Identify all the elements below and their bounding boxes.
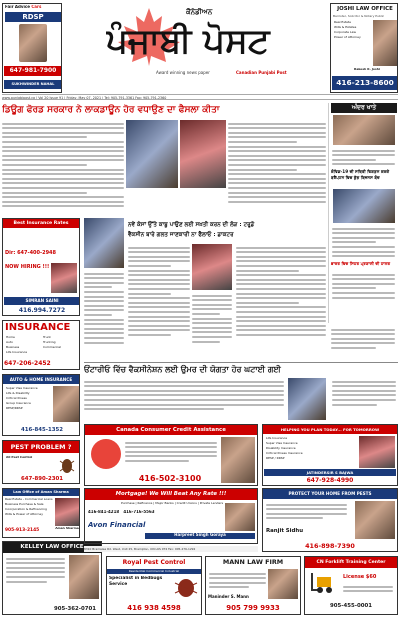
ad-auto-home[interactable] xyxy=(2,374,80,436)
ad-plan-photo xyxy=(359,436,395,468)
ad-insurance-rates-hiring: NOW HIRING !!! xyxy=(5,264,50,270)
center-text-col-3 xyxy=(192,292,232,360)
sidebar-story2-headline[interactable]: ਭਾਰਤ ਵਿਚ ਸਿਹਤ ਪ੍ਰਣਾਲੀ ਦੀ ਹਾਲਤ xyxy=(331,261,391,266)
ad-auto-home-item-3: Group Insurance xyxy=(6,402,31,405)
ad-royal-title: Royal Pest Control xyxy=(122,559,186,566)
masthead-subtitle: Canadian Punjabi Post xyxy=(236,70,287,75)
right-ad-phone[interactable]: 416-213-8600 xyxy=(332,76,398,90)
ad-forklift-title: CN Forklift Training Center xyxy=(305,557,397,568)
ad-law-aman-item-3: Wills & Power of Attorney xyxy=(5,513,43,516)
ad-plan[interactable] xyxy=(262,424,398,486)
sidebar-photo-2 xyxy=(333,189,395,223)
ad-insurance-rates-agent-phone[interactable]: 416.994.7272 xyxy=(18,307,66,314)
ad-insurance-item2-2: Commercial xyxy=(43,346,61,349)
ad-plan-title: HELPING YOU PLAN TODAY... FOR TOMORROW xyxy=(263,425,397,434)
right-ad-line-0: Barrister, Solicitor & Notary Public xyxy=(333,15,385,18)
ad-law-aman-item-1: Business Purchase & Sale xyxy=(5,503,44,506)
ad-mortgage-photo xyxy=(225,503,255,531)
ad-mortgage-phone[interactable]: 416-841-4218 416-716-5563 xyxy=(88,510,155,514)
ad-insurance-rates-photo xyxy=(51,263,77,293)
bedbug-icon xyxy=(173,575,199,599)
ad-consumer-credit-phone[interactable]: 416-502-3100 xyxy=(138,474,202,483)
ad-royal-sub: Residential Commercial Industrial xyxy=(107,569,201,574)
ad-auto-home-item-2: Critical Illness xyxy=(6,397,27,400)
masthead-tagline: ਕੈਨੇਡੀਅਨ xyxy=(186,8,213,16)
ad-protect-name: Ranjit Sidhu xyxy=(266,528,304,534)
ad-auto-home-item-1: Life & Disability xyxy=(6,392,30,395)
ad-consumer-credit[interactable] xyxy=(84,424,258,486)
ad-royal-pest[interactable] xyxy=(106,556,202,615)
right-ad-photo xyxy=(373,20,397,66)
center-text-col-4 xyxy=(236,244,326,360)
ad-auto-home-item-0: Super Visa Insurance xyxy=(6,387,38,390)
ad-royal-phone[interactable]: 416 938 4598 xyxy=(127,604,181,612)
ad-pest-title: PEST PROBLEM ? xyxy=(3,441,79,453)
center-mid-headline[interactable] xyxy=(128,220,326,242)
ad-insurance-block-phone[interactable]: 647-206-2452 xyxy=(4,360,51,367)
ad-law-aman-item-0: Real Estate - Commercial Loans xyxy=(5,498,53,501)
sidebar-news xyxy=(328,103,398,323)
center-text-under-banner xyxy=(84,378,284,422)
main-article-photo-2 xyxy=(180,120,226,188)
masthead-award-line: Award winning news paper xyxy=(156,70,210,75)
ad-auto-home-photo xyxy=(53,386,79,422)
forklift-icon xyxy=(309,571,339,595)
ad-insurance-rates-title: Best Insurance Rates xyxy=(3,219,79,228)
sidebar-photo-1 xyxy=(333,115,395,145)
masthead-title-block xyxy=(66,2,322,94)
ad-insurance-item2-0: Truck xyxy=(43,336,51,339)
ad-forklift[interactable] xyxy=(304,556,398,615)
center-text-col-1 xyxy=(84,270,124,360)
ad-insurance-block[interactable] xyxy=(2,320,80,370)
center-photo-left xyxy=(84,218,124,268)
ad-insurance-block-title: INSURANCE xyxy=(5,322,71,333)
ad-plan-phone[interactable]: 647-928-4990 xyxy=(306,477,354,484)
ad-law-aman-phone[interactable]: 905-913-2145 xyxy=(5,528,40,533)
right-ad-title: JOSHI LAW OFFICE xyxy=(337,6,393,12)
bug-icon xyxy=(57,455,77,475)
ad-plan-item-4: RESP / RRSP xyxy=(266,457,285,460)
center-mid-headline-line-2: ਵੈਕਸੀਨ ਬਾਰੇ ਗਲਤ ਜਾਣਕਾਰੀ ਨਾ ਫੈਲਾਓ : ਡਾਕਟਰ xyxy=(128,232,234,238)
ad-plan-name: JATINDERSIR S BAJWA xyxy=(264,469,396,476)
ad-protect[interactable] xyxy=(262,488,398,552)
center-photo-mid xyxy=(192,244,232,290)
center-photo-under-banner xyxy=(288,378,326,420)
main-article-text xyxy=(2,120,124,215)
center-text-col-2 xyxy=(128,244,190,360)
ad-kelley-phone[interactable]: 905-362-0701 xyxy=(54,606,96,612)
ad-auto-home-item-4: RESP/RRSP xyxy=(6,407,23,410)
ad-auto-home-phone[interactable]: 416-845-1352 xyxy=(21,427,63,433)
right-text-under-banner xyxy=(330,378,398,422)
ad-pest-phone[interactable]: 647-890-2301 xyxy=(21,476,63,482)
ad-mortgage[interactable] xyxy=(84,488,258,544)
masthead-info-strip: www.punjabipost.ca | Vol 20 Issue 91 | Friday, May 07, 2021 | Tel: 905-791-3361 Fax: 905-791-2360 xyxy=(2,94,398,100)
ad-mortgage-lines: Purchase | Refinance | Major Banks | Credit Unions | Private Lenders xyxy=(120,502,224,505)
masthead-right-ad[interactable] xyxy=(330,3,398,93)
ad-consumer-credit-photo xyxy=(221,437,255,483)
ad-mann-name: Maninder S. Mann xyxy=(208,594,249,599)
ad-mortgage-title: Mortgage! We Will Beat Any Rate !!! xyxy=(85,489,257,500)
ad-insurance-rates[interactable] xyxy=(2,218,80,316)
left-ad-brand: Fair Advice Cars xyxy=(5,5,42,9)
right-ad-person: Rakesh K. Joshi xyxy=(354,68,380,71)
ad-mann-law[interactable] xyxy=(205,556,301,615)
sidebar-header: ਅੰਦਰ ਖਾਤੇ xyxy=(331,103,397,113)
center-banner-headline[interactable]: ਓਂਟਾਰੀਓ ਵਿੱਚ ਵੈਕਸੀਨੇਸ਼ਨ ਲਈ ਉਮਰ ਦੀ ਯੋਗਤਾ ਹੋਰ ਘਟਾਈ ਗਈ xyxy=(84,362,398,376)
ad-law-aman-item-2: Incorporation & Refinancing xyxy=(5,508,47,511)
ad-insurance-item-1: Auto xyxy=(6,341,13,344)
right-ad-line-3: Corporate Law xyxy=(334,31,356,34)
ad-consumer-credit-title: Canada Consumer Credit Assistance xyxy=(85,425,257,435)
sidebar-story-headline[interactable]: ਕੋਵਿਡ-19 ਦੀ ਸਥਿਤੀ ਵਿਗੜਨ ਕਰਕੇ ਬਰੈਂਪਟਨ ਵਿਚ ਕੁੱਝ ਬਿਜ਼ਨਸ ਬੰਦ xyxy=(331,169,390,180)
ad-forklift-license: License $60 xyxy=(343,574,377,580)
ad-insurance-item-3: Life Insurance xyxy=(6,351,28,354)
ad-kelley-law[interactable] xyxy=(2,541,102,615)
ad-mortgage-name: Harpreet Singh Goraya xyxy=(145,533,255,539)
main-headline[interactable]: ਡਿਊਗ ਫੋਰਡ ਸਰਕਾਰ ਨੇ ਲਾਕਡਾਊਨ ਹੋਰ ਵਧਾਉਣ ਦਾ ਫੈਸਲਾ ਕੀਤਾ xyxy=(2,105,220,115)
main-article-photo-1 xyxy=(126,120,178,188)
ad-protect-title: PROTECT YOUR HOME FROM PESTS xyxy=(263,489,397,499)
ad-pest[interactable] xyxy=(2,440,80,484)
ad-insurance-item-0: Home xyxy=(6,336,15,339)
ad-pest-sub: All Pest Control xyxy=(6,456,33,459)
ad-royal-sub2: Specialist in Bedbugs Service xyxy=(109,576,163,587)
ad-plan-item-1: Super Visa Insurance xyxy=(266,442,298,445)
ad-kelley-photo xyxy=(69,555,99,599)
masthead-title: ਪੰਜਾਬੀ ਪੋਸਟ xyxy=(106,21,270,61)
ad-insurance-item-2: Business xyxy=(6,346,20,349)
ad-law-aman-photo xyxy=(55,498,79,526)
ad-plan-item-0: Life Insurance xyxy=(266,437,288,440)
ad-mann-title: MANN LAW FIRM xyxy=(222,558,284,566)
center-mid-headline-line-1: ਨਵੇਂ ਕੇਸਾਂ ਉੱਤੇ ਕਾਬੂ ਪਾਉਣ ਲਈ ਸਖ਼ਤੀ ਕਰਨ ਦੀ ਲੋੜ : ਟਰੂਡੋ xyxy=(128,222,255,228)
ad-insurance-item2-1: Trucking xyxy=(43,341,56,344)
right-ad-line-2: Wills & Estates xyxy=(334,26,357,29)
left-ad-photo xyxy=(19,24,47,62)
left-ad-title: RDSP xyxy=(5,12,61,22)
ad-auto-home-title: AUTO & HOME INSURANCE xyxy=(3,375,79,384)
masthead-left-ad[interactable] xyxy=(2,3,62,93)
ad-plan-item-2: Disability Insurance xyxy=(266,447,296,450)
ad-forklift-phone[interactable]: 905-455-0001 xyxy=(330,603,372,609)
ad-insurance-rates-agent: SIMRAN SAINI xyxy=(4,297,80,305)
ad-mann-phone[interactable]: 905 799 9933 xyxy=(226,604,280,612)
main-article-text-2 xyxy=(228,120,326,215)
masthead xyxy=(0,0,400,100)
center-address-strip: 8310 Bramalea Rd. West, Unit 25, Brampton, ON L6S 0T4 Fax: 905-276-1292 xyxy=(84,546,258,552)
ad-law-aman-name: Aman Sharma xyxy=(55,527,79,530)
right-ad-line-4: Power of Attorney xyxy=(334,36,361,39)
ad-mortgage-brand: Avon Financial xyxy=(88,521,146,529)
ad-consumer-credit-logo xyxy=(91,439,121,469)
ad-law-aman[interactable] xyxy=(2,488,80,538)
right-ad-line-1: Real Estate xyxy=(334,21,351,24)
ad-insurance-rates-call[interactable]: Dir: 647-400-2948 xyxy=(5,250,57,256)
ad-protect-photo xyxy=(355,501,395,539)
ad-protect-phone[interactable]: 416-898-7390 xyxy=(305,542,355,550)
left-ad-phone[interactable]: 647-981-7900 xyxy=(4,66,62,76)
ad-kelley-title: KELLEY LAW OFFICE xyxy=(3,542,101,553)
left-ad-name: SUKHWINDER NAHAL xyxy=(4,80,62,89)
ad-mann-photo xyxy=(268,569,298,599)
right-col-news-2 xyxy=(328,326,398,360)
ad-law-aman-title: Law Office of Aman Sharma xyxy=(3,489,79,496)
ad-plan-item-3: Critical Illness Insurance xyxy=(266,452,303,455)
